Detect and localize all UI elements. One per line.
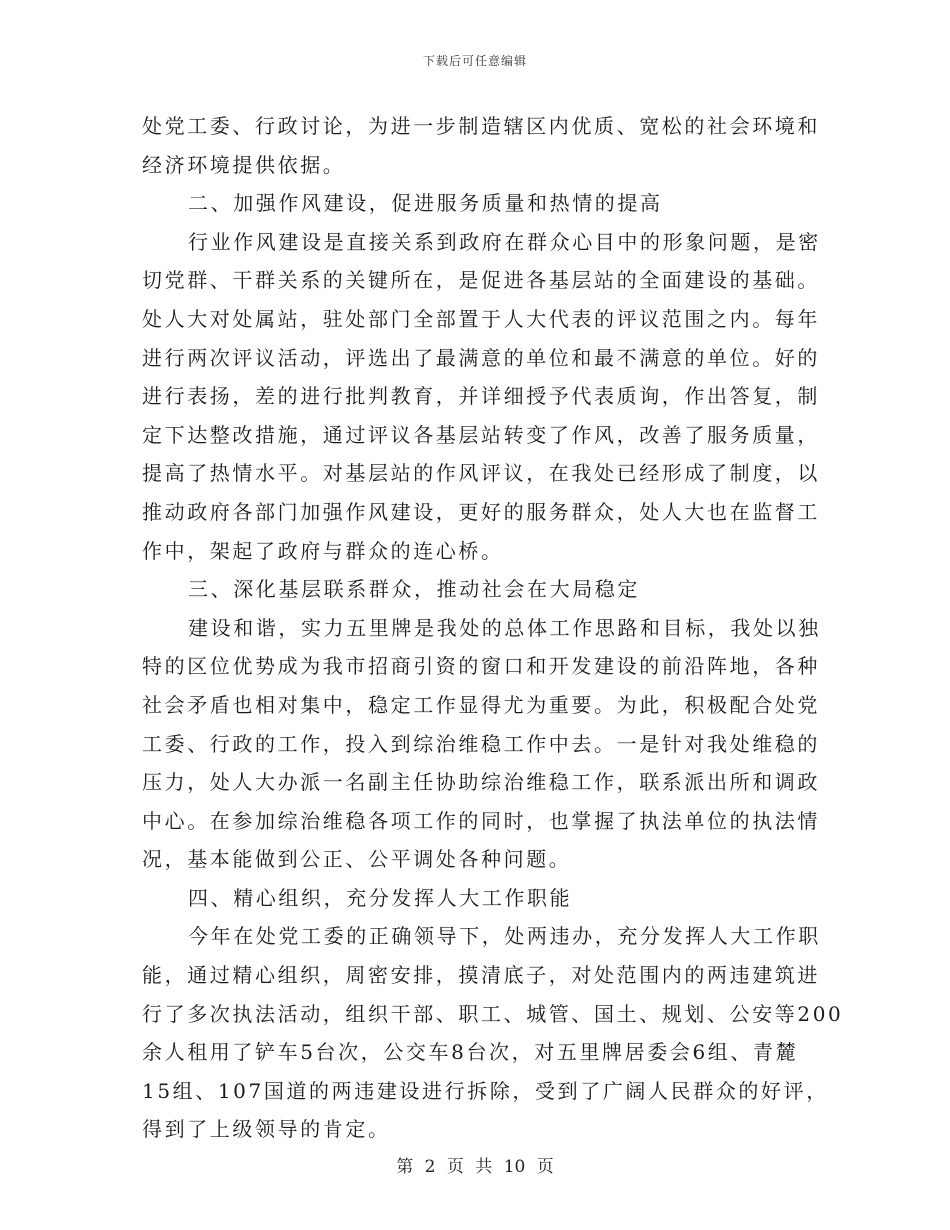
paragraph-first-line: 四、精心组织，充分发挥人大工作职能 (188, 885, 573, 910)
paragraph-line: 处人大对处属站，驻处部门全部置于人大代表的评议范围之内。每年 (142, 306, 820, 331)
paragraph-line: 经济环境提供依据。 (142, 152, 346, 177)
paragraph-line: 行了多次执法活动，组织干部、职工、城管、国土、规划、公安等200 (142, 1001, 844, 1026)
paragraph-line: 15组、107国道的两违建设进行拆除，受到了广阔人民群众的好评， (142, 1078, 829, 1103)
paragraph-line: 能，通过精心组织，周密安排，摸清底子，对处范围内的两违建筑进 (142, 963, 820, 988)
paragraph-line: 况，基本能做到公正、公平调处各种问题。 (142, 847, 572, 872)
paragraph-line: 中心。在参加综治维稳各项工作的同时，也掌握了执法单位的执法情 (142, 808, 820, 833)
paragraph-line: 定下达整改措施，通过评议各基层站转变了作风，改善了服务质量， (142, 422, 820, 447)
paragraph-line: 得到了上级领导的肯定。 (142, 1117, 391, 1142)
paragraph-line: 进行两次评议活动，评选出了最满意的单位和最不满意的单位。好的 (142, 345, 820, 370)
page-header-note: 下载后可任意编辑 (422, 54, 527, 68)
paragraph-line: 切党群、干群关系的关键所在，是促进各基层站的全面建设的基础。 (142, 268, 820, 293)
paragraph-line: 特的区位优势成为我市招商引资的窗口和开发建设的前沿阵地，各种 (142, 654, 820, 679)
paragraph-line: 作中，架起了政府与群众的连心桥。 (142, 538, 504, 563)
paragraph-line: 社会矛盾也相对集中，稳定工作显得尤为重要。为此，积极配合处党 (142, 692, 820, 717)
paragraph-line: 进行表扬，差的进行批判教育，并详细授予代表质询，作出答复，制 (142, 384, 820, 409)
document-body (142, 107, 844, 1149)
paragraph-line: 压力，处人大办派一名副主任协助综治维稳工作，联系派出所和调政 (142, 770, 820, 795)
paragraph-line: 推动政府各部门加强作风建设，更好的服务群众，处人大也在监督工 (142, 499, 820, 524)
page-number-footer: 第 2 页 共 10 页 (396, 1157, 554, 1177)
paragraph-line: 余人租用了铲车5台次，公交车8台次，对五里牌居委会6组、青麓 (142, 1040, 799, 1065)
paragraph-first-line: 今年在处党工委的正确领导下，处两违办，充分发挥人大工作职 (188, 924, 821, 949)
paragraph-first-line: 行业作风建设是直接关系到政府在群众心目中的形象问题，是密 (188, 229, 821, 254)
paragraph-first-line: 二、加强作风建设，促进服务质量和热情的提高 (188, 191, 663, 216)
paragraph-first-line: 三、深化基层联系群众，推动社会在大局稳定 (188, 577, 640, 602)
paragraph-first-line: 建设和谐，实力五里牌是我处的总体工作思路和目标，我处以独 (188, 615, 821, 640)
paragraph-line: 工委、行政的工作，投入到综治维稳工作中去。一是针对我处维稳的 (142, 731, 820, 756)
paragraph-line: 处党工委、行政讨论，为进一步制造辖区内优质、宽松的社会环境和 (142, 114, 820, 138)
paragraph-line: 提高了热情水平。对基层站的作风评议，在我处已经形成了制度，以 (142, 461, 820, 486)
